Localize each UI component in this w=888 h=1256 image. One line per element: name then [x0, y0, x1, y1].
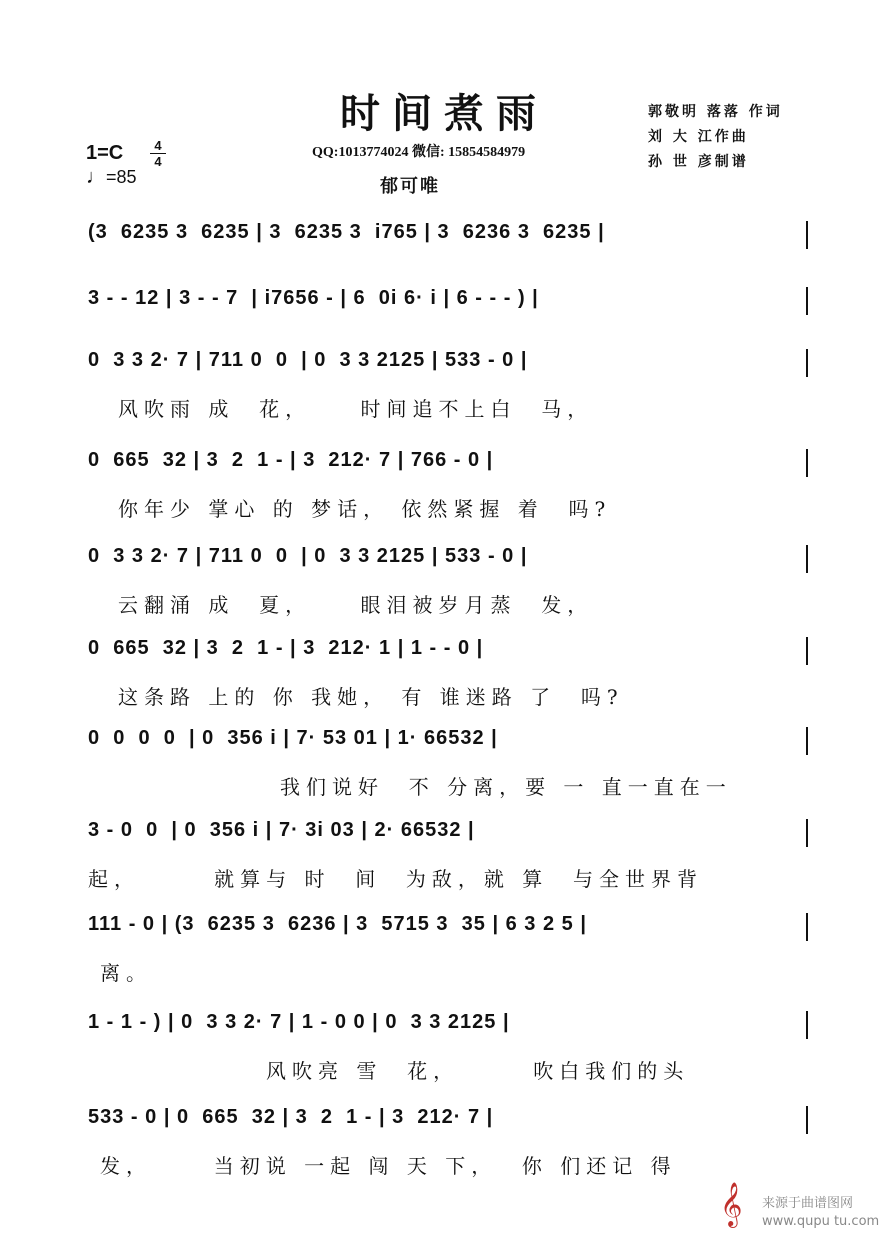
notation-line: 0 0 0 0 | 0 356 i | 7· 53 01 | 1· 66532 |	[88, 727, 498, 749]
end-barline	[806, 727, 808, 755]
end-barline	[806, 349, 808, 377]
lyrics-line: 你年少 掌心 的 梦话， 依然紧握 着 吗?	[118, 497, 612, 521]
lyrics-line: 云翻涌 成 夏， 眼泪被岁月蒸 发，	[118, 593, 594, 617]
transcriber-credit: 孙 世 彦制谱	[648, 154, 749, 170]
end-barline	[806, 913, 808, 941]
song-title: 时间煮雨	[340, 90, 548, 137]
lyrics-line: 风吹雨 成 花， 时间追不上白 马，	[118, 397, 594, 421]
end-barline	[806, 1106, 808, 1134]
tempo-value: =85	[106, 167, 137, 187]
end-barline	[806, 1011, 808, 1039]
composer-credit: 刘 大 江作曲	[648, 129, 749, 145]
tempo-marking	[86, 166, 137, 189]
notation-line: 0 3 3 2· 7 | 711 0 0 | 0 3 3 2125 | 533 - 0 |	[88, 349, 528, 371]
key-signature: 1=C	[86, 142, 124, 164]
lyrics-line: 风吹亮 雪 花， 吹白我们的头	[266, 1059, 690, 1083]
lyrics-line: 发， 当初说 一起 闯 天 下， 你 们还记 得	[100, 1154, 677, 1178]
notation-line: 111 - 0 | (3 6235 3 6236 | 3 5715 3 35 | 6 3 2 5 |	[88, 913, 587, 935]
notation-line: 3 - - 12 | 3 - - 7 | i7656 - | 6 0i 6· i | 6 - - - ) |	[88, 287, 539, 309]
notation-line: 0 665 32 | 3 2 1 - | 3 212· 7 | 766 - 0 |	[88, 449, 494, 471]
lyricist-credit: 郭敬明 落落 作词	[648, 104, 783, 120]
time-signature-bottom: 4	[154, 154, 162, 169]
notation-line: 0 3 3 2· 7 | 711 0 0 | 0 3 3 2125 | 533 - 0 |	[88, 545, 528, 567]
lyrics-line: 我们说好 不 分离，要 一 直一直在一	[280, 775, 732, 799]
treble-clef-icon: 𝄞	[720, 1182, 743, 1226]
end-barline	[806, 287, 808, 315]
quarter-note-icon: ♩	[86, 166, 106, 188]
end-barline	[806, 449, 808, 477]
notation-line: (3 6235 3 6235 | 3 6235 3 i765 | 3 6236 3 6235 |	[88, 221, 605, 243]
notation-line: 533 - 0 | 0 665 32 | 3 2 1 - | 3 212· 7 |	[88, 1106, 494, 1128]
time-signature-top: 4	[154, 138, 162, 153]
end-barline	[806, 637, 808, 665]
contact-info: QQ:1013774024 微信: 15854584979	[312, 145, 526, 160]
lyrics-line: 这条路 上的 你 我她， 有 谁迷路 了 吗?	[118, 685, 624, 709]
watermark-line-2: www.qupu tu.com	[762, 1214, 880, 1229]
end-barline	[806, 819, 808, 847]
notation-line: 1 - 1 - ) | 0 3 3 2· 7 | 1 - 0 0 | 0 3 3 2125 |	[88, 1011, 510, 1033]
end-barline	[806, 545, 808, 573]
notation-line: 3 - 0 0 | 0 356 i | 7· 3i 03 | 2· 66532 |	[88, 819, 475, 841]
singer-name: 郁可唯	[380, 176, 440, 197]
watermark	[720, 1182, 880, 1231]
lyrics-line: 离。	[100, 961, 152, 985]
lyrics-line: 起， 就算与 时 间 为敌，就 算 与全世界背	[88, 867, 704, 891]
end-barline	[806, 221, 808, 249]
notation-line: 0 665 32 | 3 2 1 - | 3 212· 1 | 1 - - 0 |	[88, 637, 484, 659]
credits	[648, 100, 783, 175]
watermark-line-1: 来源于曲谱图网	[762, 1196, 854, 1211]
time-signature	[150, 139, 166, 168]
